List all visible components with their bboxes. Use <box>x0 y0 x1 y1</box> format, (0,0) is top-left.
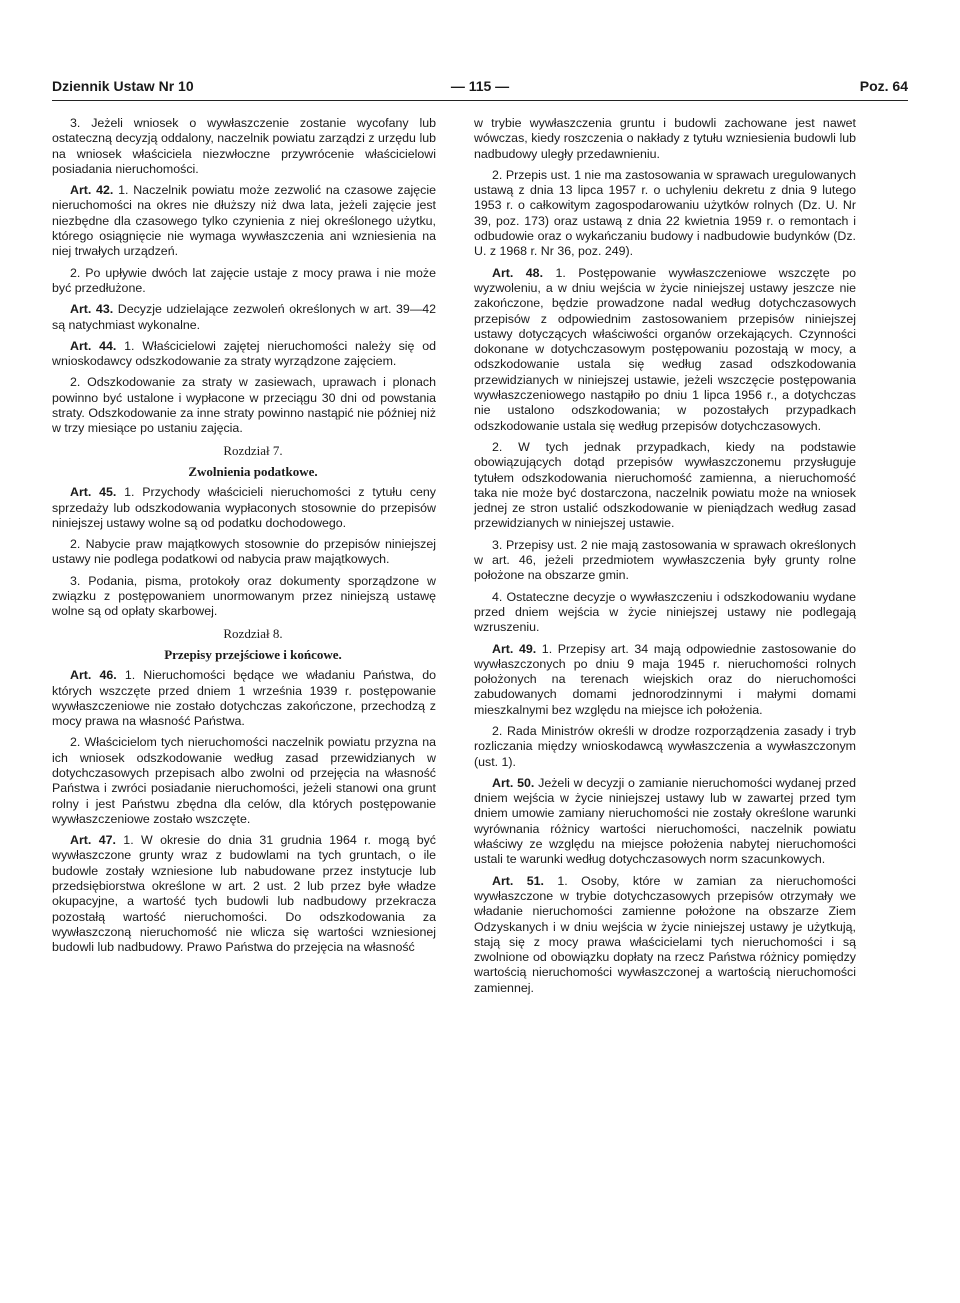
article-number: Art. 49. <box>492 641 537 656</box>
article-number: Art. 46. <box>70 668 117 683</box>
chapter-heading: Rozdział 7. <box>223 442 283 458</box>
article-number: Art. 43. <box>70 302 114 317</box>
article-paragraph: Art. 42. 1. Naczelnik powiatu może zezwolić na czasowe zajęcie nieruchomości na okres nie dłuższy niż dwa lata, jeżeli zajęcie jest niezbędne dla czasowego tylko czynienia z niej określonego użytku, którego osiągnięcie nie wymaga wywłaszczenia ani wzniesienia na niej trwałych urządzeń. <box>52 183 436 259</box>
paragraph: 2. Nabycie praw majątkowych stosownie do przepisów niniejszej ustawy nie podlega podatkowi od nabycia praw majątkowych. <box>52 537 436 567</box>
article-paragraph: Art. 51. 1. Osoby, które w zamian za nieruchomości wywłaszczone w trybie dotychczasowych przepisów otrzymały we władanie nieruchomości zamienne położone na obszarze Ziem Odzyskanych i w dniu wejścia w życie niniejszej ustawy je użytkują, stają się z mocy prawa właścicielami tych nieruchomości i są zwolnione od obowiązku dopłaty na rzecz Państwa różnicy pomiędzy wartością nieruchomości wywłaszczonej a wartością nieruchomości zamiennej. <box>474 873 856 995</box>
page-header <box>52 78 908 101</box>
chapter-title: Zwolnienia podatkowe. <box>188 463 318 479</box>
article-paragraph: Art. 48. 1. Postępowanie wywłaszczeniowe wszczęte po wyzwoleniu, a w dniu wejścia w życie niniejszej ustawy jeszcze nie zakończone, będzie prowadzone nadal według dotychczasowych przepisów z odpowiednim zastosowaniem przepisów niniejszej ustawy dotyczących właściwości organów orzekających. Czynności dokonane w dotychczasowym postępowaniu pozostają w mocy, a odszkodowanie ustala się według zasad odszkodowania przewidzianych w niniejszej ustawie, jeżeli wszczęcie postępowania wywłaszczeniowego nastąpiło po dniu 1 lipca 1956 r., a dotychczas nie ustalono odszkodowania; w pozostałych przypadkach odszkodowanie ustala się według przepisów dotychczasowych. <box>474 265 857 433</box>
paragraph: 2. Właścicielom tych nieruchomości naczelnik powiatu przyzna na ich wniosek odszkodowanie według zasad przewidzianych w dotychczasowych przepisach albo zwolni od przejęcia na własność Państwa i zwróci posiadanie nieruchomości, jeżeli stanowi ona grunt rolny i jest Państwu zbędna dla celów, dla których postępowanie wywłaszczeniowe zostało wszczęte. <box>52 735 436 826</box>
article-paragraph: Art. 43. Decyzje udzielające zezwoleń określonych w art. 39—42 są natychmiast wykonalne. <box>52 302 436 332</box>
article-number: Art. 48. <box>492 265 544 280</box>
article-number: Art. 45. <box>70 485 117 500</box>
article-number: Art. 47. <box>70 833 116 848</box>
paragraph: 3. Jeżeli wniosek o wywłaszczenie zostanie wycofany lub ostateczną decyzją oddalony, naczelnik powiatu zarządzi z urzędu lub na wniosek właściciela niezwłoczne przywrócenie właścicielowi posiadania nieruchomości. <box>52 116 436 176</box>
article-paragraph: Art. 47. 1. W okresie do dnia 31 grudnia 1964 r. mogą być wywłaszczone grunty wraz z budowlami na tych gruntach, o ile budowle zostały wzniesione lub nabudowane przez instytucje lub przedsiębiorstwa określone w art. 2 ust. 2 lub przez byłe władze okupacyjne, a wartość tych budowli lub nadbudowy przekracza pozostałą wartość nieruchomości. Do odszkodowania za wywłaszczoną nieruchomość nie wlicza się wartości wzniesionej budowli lub nadbudowy. Prawo Państwa do przejęcia na własność <box>52 833 436 955</box>
article-paragraph: Art. 46. 1. Nieruchomości będące we władaniu Państwa, do których wszczęte przed dniem 1 września 1939 r. postępowanie wywłaszczeniowe nie zostało dotychczas zakończone, przechodzą z mocy prawa na własność Państwa. <box>52 668 436 729</box>
right-column <box>474 116 856 1002</box>
article-paragraph: Art. 49. 1. Przepisy art. 34 mają odpowiednie zastosowanie do wywłaszczonych po dniu 9 maja 1945 r. nieruchomości rolnych położonych na terenach wiejskich oraz do nieruchomości zabudowanych domami jednorodzinnymi i małymi domami mieszkalnymi bez względu na miejsce ich położenia. <box>474 641 856 717</box>
paragraph: 3. Przepisy ust. 2 nie mają zastosowania w sprawach określonych w art. 46, jeżeli przedmiotem wywłaszczenia były grunty rolne położone na obszarze gmin. <box>474 537 856 583</box>
paragraph: 2. Przepis ust. 1 nie ma zastosowania w sprawach uregulowanych ustawą z dnia 13 lipca 1957 r. o uchyleniu dekretu z dnia 9 lutego 1953 r. o całkowitym zagospodarowaniu użytków rolnych (Dz. U. Nr 39, poz. 173) oraz ustawą z dnia 22 kwietnia 1959 r. o remontach i odbudowie oraz o wykańczaniu budowy i nadbudowie budynków (Dz. U. z 1968 r. Nr 36, poz. 249). <box>474 167 856 259</box>
paragraph: 2. W tych jednak przypadkach, kiedy na podstawie obowiązujących dotąd przepisów wywłaszczonemu przysługuje tytułem odszkodowania nieruchomość zamienna, a nieruchomość taka nie może być dostarczona, naczelnik powiatu może na wniosek jednej ze stron ustalić odszkodowanie w pieniądzach według zasad przewidzianych w niniejszej ustawie. <box>474 439 856 531</box>
article-paragraph: Art. 50. Jeżeli w decyzji o zamianie nieruchomości wydanej przed dniem wejścia w życie niniejszej ustawy lub w zawartej przed tym dniem umowie zamiany nieruchomości nie zostały określone warunki wyrównania różnicy wartości nieruchomości, naczelnik powiatu właściwy ze względu na miejsce położenia nabytej nieruchomości ustali te warunki według dotychczasowych norm szacunkowych. <box>474 775 856 867</box>
continued-paragraph: w trybie wywłaszczenia gruntu i budowli zachowane jest nawet wówczas, kiedy roszczenia o nakłady z tytułu wzniesienia budowli lub nadbudowy uległy przedawnieniu. <box>474 116 856 161</box>
article-paragraph: Art. 44. 1. Właścicielowi zajętej nieruchomości należy się od wnioskodawcy odszkodowanie za straty wyrządzone zajęciem. <box>52 338 436 369</box>
chapter-heading: Rozdział 8. <box>223 625 283 641</box>
page-number: — 115 — <box>450 78 510 94</box>
paragraph: 4. Ostateczne decyzje o wywłaszczeniu i odszkodowaniu wydane przed dniem wejścia w życie niniejszej ustawy nie podlegają wzruszeniu. <box>474 589 856 635</box>
paragraph: 3. Podania, pisma, protokoły oraz dokumenty sporządzone w związku z postępowaniem unormowanym przez niniejszą ustawę wolne są od opłaty skarbowej. <box>52 573 436 619</box>
article-paragraph: Art. 45. 1. Przychody właścicieli nieruchomości z tytułu ceny sprzedaży lub odszkodowania wypłaconych stosownie do przepisów niniejszej ustawy wolne są od podatku dochodowego. <box>52 485 436 530</box>
position-number: Poz. 64 <box>859 78 908 94</box>
paragraph: 2. Po upływie dwóch lat zajęcie ustaje z mocy prawa i nie może być przedłużone. <box>52 265 436 295</box>
left-column <box>52 116 436 962</box>
article-number: Art. 44. <box>70 338 117 353</box>
article-number: Art. 51. <box>492 873 544 888</box>
journal-title: Dziennik Ustaw Nr 10 <box>52 78 194 94</box>
chapter-title: Przepisy przejściowe i końcowe. <box>164 646 342 662</box>
article-number: Art. 50. <box>492 775 535 790</box>
paragraph: 2. Rada Ministrów określi w drodze rozporządzenia zasady i tryb rozliczania między wnioskodawcą wywłaszczenia a wywłaszczonym (ust. 1). <box>474 723 856 769</box>
paragraph: 2. Odszkodowanie za straty w zasiewach, uprawach i plonach powinno być ustalone i wypłacone w przeciągu 30 dni od powstania straty. Odszkodowanie za inne straty powinno nastąpić nie później niż w trzy miesiące po ustaniu zajęcia. <box>52 375 436 436</box>
article-number: Art. 42. <box>70 183 114 198</box>
